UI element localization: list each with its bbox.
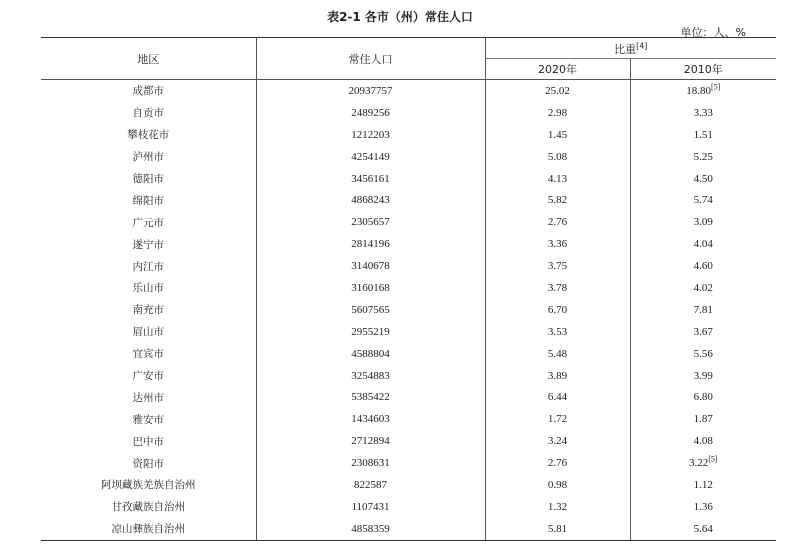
population-cell-value: 3160168 bbox=[351, 281, 390, 294]
table-row bbox=[41, 452, 776, 474]
ratio-2020-cell bbox=[485, 496, 630, 518]
region-cell-value: 资阳市 bbox=[132, 457, 164, 470]
region-cell bbox=[41, 189, 256, 211]
ratio-2010-cell-value: 4.50 bbox=[693, 172, 713, 185]
population-cell bbox=[256, 299, 485, 321]
region-cell bbox=[41, 452, 256, 474]
population-cell-value: 2308631 bbox=[351, 457, 390, 470]
ratio-2020-cell-value: 2.98 bbox=[547, 106, 568, 119]
population-cell-value: 4254149 bbox=[351, 150, 390, 163]
table-row bbox=[41, 80, 776, 102]
table-row bbox=[41, 474, 776, 496]
ratio-2020-cell-value: 3.24 bbox=[547, 435, 568, 448]
ratio-2020-cell-value: 1.45 bbox=[547, 128, 568, 141]
ratio-2010-cell-value: 4.04 bbox=[693, 238, 713, 251]
header-ratio bbox=[485, 38, 776, 59]
table-row bbox=[41, 124, 776, 146]
ratio-2020-cell bbox=[485, 474, 630, 496]
ratio-2020-cell-value: 3.78 bbox=[547, 281, 568, 294]
region-cell bbox=[41, 146, 256, 168]
table-body bbox=[41, 80, 776, 541]
population-cell bbox=[256, 496, 485, 518]
ratio-2010-cell bbox=[630, 146, 776, 168]
ratio-2020-cell-value: 2.76 bbox=[547, 216, 568, 229]
population-cell-value: 822587 bbox=[354, 478, 387, 491]
population-cell bbox=[256, 168, 485, 190]
population-cell bbox=[256, 518, 485, 540]
ratio-2020-cell bbox=[485, 518, 630, 540]
population-cell-value: 2712894 bbox=[351, 435, 390, 448]
region-cell bbox=[41, 386, 256, 408]
ratio-2020-cell-value: 6.70 bbox=[547, 303, 568, 316]
unit-label: 单位：人、% bbox=[680, 26, 746, 39]
ratio-2020-cell-value: 3.75 bbox=[547, 260, 568, 273]
ratio-2020-cell bbox=[485, 189, 630, 211]
ratio-2010-cell-value: 7.81 bbox=[693, 303, 713, 316]
population-table bbox=[41, 37, 776, 541]
table-row bbox=[41, 233, 776, 255]
ratio-2010-cell-value: 3.22 bbox=[688, 457, 709, 470]
ratio-2020-cell bbox=[485, 365, 630, 387]
population-cell bbox=[256, 102, 485, 124]
ratio-2020-cell bbox=[485, 386, 630, 408]
region-cell-value: 内江市 bbox=[132, 260, 164, 273]
region-cell-value: 乐山市 bbox=[132, 282, 164, 295]
footnote-marker: [5] bbox=[710, 82, 721, 92]
ratio-2010-cell-value: 4.08 bbox=[693, 435, 713, 448]
header-2010: 2010年 bbox=[630, 59, 776, 80]
population-cell-value: 2305657 bbox=[351, 216, 390, 229]
table-row bbox=[41, 168, 776, 190]
population-cell-value: 2814196 bbox=[351, 238, 390, 251]
region-cell bbox=[41, 124, 256, 146]
population-cell bbox=[256, 189, 485, 211]
ratio-2010-cell-value: 18.80 bbox=[686, 84, 711, 97]
population-cell bbox=[256, 474, 485, 496]
region-cell-value: 自贡市 bbox=[132, 107, 164, 120]
ratio-2010-cell-value: 1.36 bbox=[693, 500, 713, 513]
header-2020: 2020年 bbox=[485, 59, 630, 80]
ratio-2010-cell-value: 3.67 bbox=[693, 325, 713, 338]
ratio-2010-cell bbox=[630, 365, 776, 387]
population-cell-value: 3456161 bbox=[351, 172, 390, 185]
ratio-2010-cell-value: 5.56 bbox=[693, 347, 713, 360]
region-cell-value: 甘孜藏族自治州 bbox=[111, 501, 185, 514]
region-cell bbox=[41, 430, 256, 452]
region-cell bbox=[41, 168, 256, 190]
ratio-2010-cell bbox=[630, 102, 776, 124]
region-cell-value: 成都市 bbox=[132, 85, 164, 98]
region-cell bbox=[41, 255, 256, 277]
ratio-2020-cell bbox=[485, 430, 630, 452]
region-cell bbox=[41, 408, 256, 430]
region-cell-value: 广安市 bbox=[132, 370, 164, 383]
ratio-2010-cell-value: 3.09 bbox=[693, 216, 713, 229]
ratio-2020-cell bbox=[485, 321, 630, 343]
region-cell bbox=[41, 233, 256, 255]
ratio-2010-cell-value: 1.87 bbox=[693, 413, 713, 426]
ratio-2010-cell bbox=[630, 321, 776, 343]
ratio-2020-cell-value: 4.13 bbox=[547, 172, 568, 185]
ratio-2010-cell-value: 4.02 bbox=[693, 281, 713, 294]
ratio-2010-cell-value: 5.64 bbox=[693, 522, 713, 535]
ratio-2020-cell-value: 0.98 bbox=[547, 478, 568, 491]
ratio-2020-cell bbox=[485, 343, 630, 365]
region-cell bbox=[41, 365, 256, 387]
region-cell-value: 广元市 bbox=[132, 216, 164, 229]
ratio-2010-cell bbox=[630, 211, 776, 233]
population-cell-value: 3254883 bbox=[351, 369, 390, 382]
region-cell-value: 巴中市 bbox=[132, 435, 164, 448]
population-cell-value: 4858359 bbox=[351, 522, 390, 535]
table-row bbox=[41, 255, 776, 277]
region-cell bbox=[41, 496, 256, 518]
population-cell-value: 5385422 bbox=[351, 391, 390, 404]
table-row bbox=[41, 408, 776, 430]
population-cell bbox=[256, 321, 485, 343]
ratio-2010-cell bbox=[630, 518, 776, 540]
ratio-2010-cell-value: 3.33 bbox=[693, 106, 713, 119]
table-row bbox=[41, 189, 776, 211]
table-row bbox=[41, 430, 776, 452]
ratio-2020-cell bbox=[485, 211, 630, 233]
region-cell bbox=[41, 102, 256, 124]
ratio-2010-cell bbox=[630, 408, 776, 430]
header-population: 常住人口 bbox=[256, 38, 485, 80]
region-cell-value: 德阳市 bbox=[132, 173, 164, 185]
ratio-2010-cell bbox=[630, 189, 776, 211]
ratio-2020-cell bbox=[485, 124, 630, 146]
header-ratio-label: 比重 bbox=[614, 43, 637, 56]
ratio-2020-cell-value: 3.89 bbox=[547, 369, 568, 382]
header-ratio-note: [4] bbox=[636, 41, 648, 51]
ratio-2010-cell-value: 5.25 bbox=[693, 150, 713, 163]
population-cell bbox=[256, 146, 485, 168]
ratio-2010-cell bbox=[630, 386, 776, 408]
ratio-2020-cell-value: 5.08 bbox=[547, 150, 568, 163]
ratio-2020-cell-value: 2.76 bbox=[547, 457, 568, 470]
table-row bbox=[41, 102, 776, 124]
population-cell bbox=[256, 277, 485, 299]
population-cell bbox=[256, 233, 485, 255]
region-cell bbox=[41, 277, 256, 299]
population-cell-value: 2489256 bbox=[351, 106, 390, 119]
ratio-2020-cell bbox=[485, 299, 630, 321]
ratio-2020-cell-value: 25.02 bbox=[545, 84, 570, 97]
region-cell-value: 遂宁市 bbox=[132, 238, 164, 251]
region-cell-value: 宜宾市 bbox=[132, 348, 164, 361]
ratio-2020-cell bbox=[485, 168, 630, 190]
region-cell bbox=[41, 474, 256, 496]
ratio-2020-cell bbox=[485, 80, 630, 102]
population-cell-value: 1212203 bbox=[351, 128, 390, 141]
ratio-2010-cell bbox=[630, 452, 776, 474]
ratio-2010-cell-value: 1.51 bbox=[693, 128, 713, 141]
ratio-2020-cell-value: 5.48 bbox=[547, 347, 568, 360]
table-title: 表2-1 各市（州）常住人口 bbox=[327, 10, 473, 24]
population-cell-value: 5607565 bbox=[351, 303, 390, 316]
ratio-2010-cell-value: 4.60 bbox=[693, 260, 713, 273]
ratio-2020-cell-value: 3.36 bbox=[547, 238, 568, 251]
region-cell bbox=[41, 321, 256, 343]
region-cell bbox=[41, 343, 256, 365]
population-cell bbox=[256, 124, 485, 146]
ratio-2010-cell bbox=[630, 80, 776, 102]
table-row bbox=[41, 365, 776, 387]
population-cell bbox=[256, 430, 485, 452]
population-cell-value: 1434603 bbox=[351, 413, 390, 426]
region-cell-value: 攀枝花市 bbox=[127, 129, 170, 142]
ratio-2010-cell bbox=[630, 255, 776, 277]
ratio-2020-cell bbox=[485, 146, 630, 168]
region-cell-value: 雅安市 bbox=[132, 413, 164, 426]
ratio-2010-cell bbox=[630, 430, 776, 452]
population-cell bbox=[256, 343, 485, 365]
ratio-2020-cell bbox=[485, 102, 630, 124]
table-row bbox=[41, 146, 776, 168]
ratio-2020-cell bbox=[485, 277, 630, 299]
ratio-2010-cell bbox=[630, 168, 776, 190]
population-cell bbox=[256, 452, 485, 474]
table-row bbox=[41, 518, 776, 540]
header-region: 地区 bbox=[41, 38, 256, 80]
region-cell bbox=[41, 80, 256, 102]
ratio-2020-cell-value: 5.82 bbox=[547, 194, 568, 207]
ratio-2020-cell bbox=[485, 255, 630, 277]
ratio-2020-cell-value: 5.81 bbox=[547, 522, 568, 535]
table-row bbox=[41, 386, 776, 408]
population-cell-value: 1107431 bbox=[351, 500, 390, 513]
region-cell-value: 阿坝藏族羌族自治州 bbox=[101, 479, 196, 492]
ratio-2010-cell bbox=[630, 124, 776, 146]
population-cell bbox=[256, 408, 485, 430]
ratio-2020-cell bbox=[485, 233, 630, 255]
population-cell bbox=[256, 365, 485, 387]
ratio-2010-cell-value: 3.99 bbox=[693, 369, 713, 382]
ratio-2010-cell bbox=[630, 496, 776, 518]
region-cell-value: 眉山市 bbox=[132, 326, 164, 339]
population-cell-value: 2955219 bbox=[351, 325, 390, 338]
table-row bbox=[41, 277, 776, 299]
region-cell-value: 绵阳市 bbox=[132, 194, 164, 207]
table-row bbox=[41, 321, 776, 343]
region-cell bbox=[41, 299, 256, 321]
footnote-marker: [5] bbox=[708, 454, 718, 464]
ratio-2020-cell-value: 6.44 bbox=[547, 391, 568, 404]
population-cell bbox=[256, 80, 485, 102]
region-cell bbox=[41, 211, 256, 233]
population-cell-value: 3140678 bbox=[351, 260, 390, 273]
population-cell-value: 4868243 bbox=[351, 194, 390, 207]
population-cell-value: 20937757 bbox=[348, 84, 393, 97]
population-cell-value: 4588804 bbox=[351, 347, 390, 360]
ratio-2010-cell bbox=[630, 474, 776, 496]
region-cell-value: 凉山彝族自治州 bbox=[111, 523, 185, 536]
ratio-2010-cell bbox=[630, 299, 776, 321]
population-cell bbox=[256, 386, 485, 408]
table-row bbox=[41, 299, 776, 321]
ratio-2020-cell-value: 3.53 bbox=[547, 325, 568, 338]
population-cell bbox=[256, 211, 485, 233]
ratio-2010-cell-value: 6.80 bbox=[693, 391, 713, 404]
ratio-2020-cell-value: 1.32 bbox=[547, 500, 568, 513]
table-row bbox=[41, 211, 776, 233]
ratio-2020-cell-value: 1.72 bbox=[547, 413, 568, 426]
ratio-2020-cell bbox=[485, 408, 630, 430]
region-cell bbox=[41, 518, 256, 540]
region-cell-value: 泸州市 bbox=[132, 151, 164, 164]
table-row bbox=[41, 496, 776, 518]
ratio-2010-cell-value: 1.12 bbox=[693, 478, 713, 491]
ratio-2010-cell bbox=[630, 233, 776, 255]
population-cell bbox=[256, 255, 485, 277]
ratio-2010-cell bbox=[630, 277, 776, 299]
region-cell-value: 达州市 bbox=[132, 391, 164, 404]
ratio-2020-cell bbox=[485, 452, 630, 474]
ratio-2010-cell-value: 5.74 bbox=[693, 194, 713, 207]
table-row bbox=[41, 343, 776, 365]
ratio-2010-cell bbox=[630, 343, 776, 365]
region-cell-value: 南充市 bbox=[132, 304, 164, 317]
